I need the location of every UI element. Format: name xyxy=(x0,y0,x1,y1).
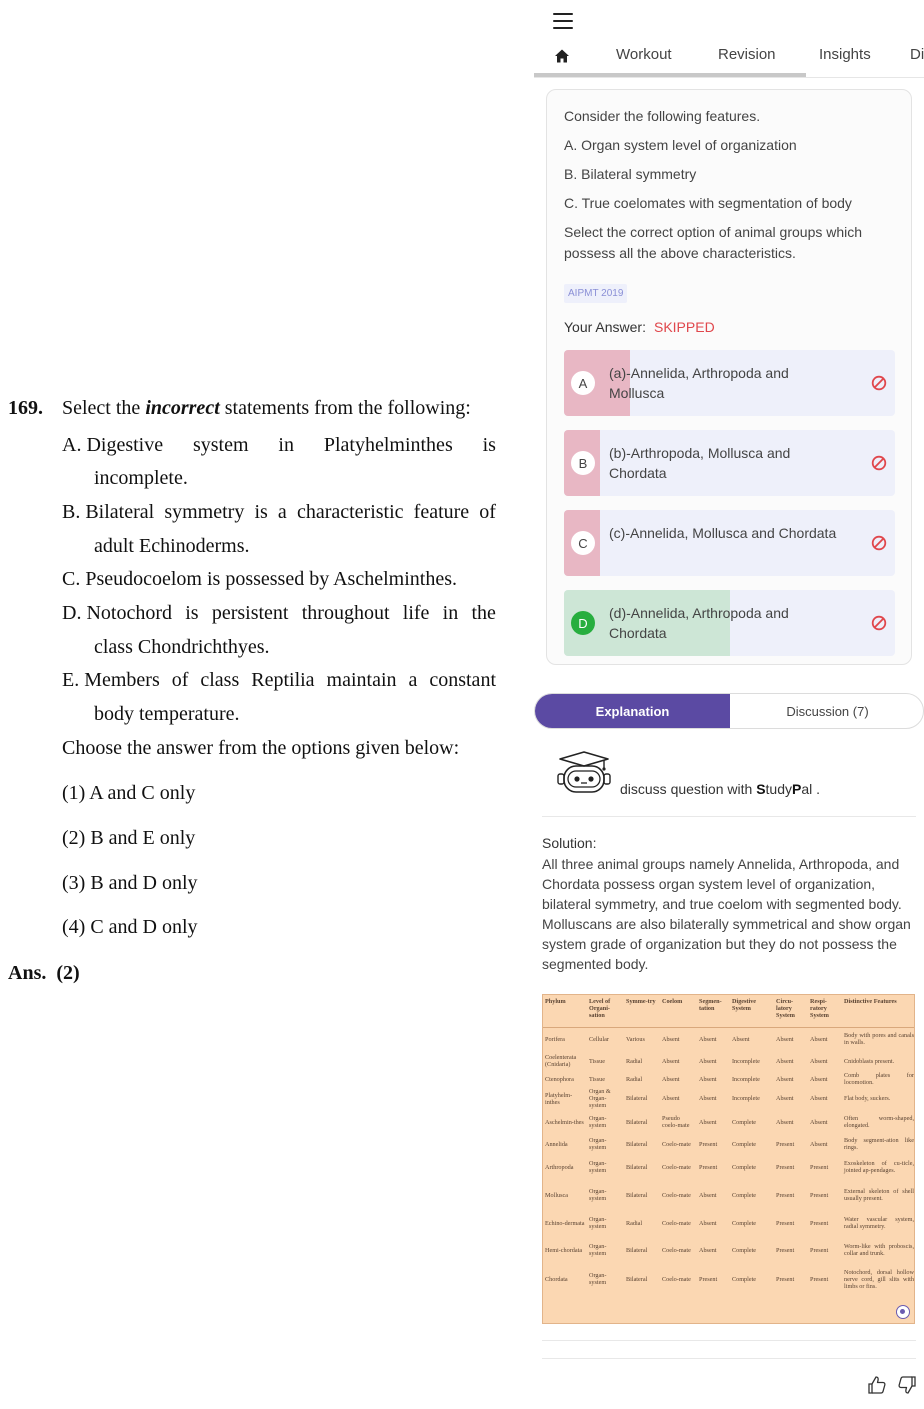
table-cell: Complete xyxy=(732,1275,757,1283)
table-cell: Organ-system xyxy=(589,1115,607,1129)
tab-explanation[interactable]: Explanation xyxy=(535,694,730,728)
table-row xyxy=(543,1071,915,1087)
table-cell: Water vascular system, radial symmetry. xyxy=(844,1216,914,1230)
table-cell: Absent xyxy=(776,1057,794,1065)
word: throughout xyxy=(301,602,390,624)
choose-instruction: Choose the answer from the options given below: xyxy=(62,737,460,759)
table-cell: Organ & Organ-system xyxy=(589,1088,611,1109)
table-row xyxy=(543,1236,915,1264)
word: E. Members xyxy=(62,669,160,691)
statement-c: C. Pseudocoelom is possessed by Aschelminthes. xyxy=(62,568,457,590)
word: class xyxy=(200,669,240,691)
discuss-with-studypal[interactable] xyxy=(620,781,820,797)
word: persistent xyxy=(211,602,289,624)
answer-option-2: (2) B and E only xyxy=(62,827,196,849)
skip-ban-icon xyxy=(871,375,887,391)
table-cell: Present xyxy=(810,1275,829,1283)
table-cell: Absent xyxy=(662,1035,680,1043)
option-text: (b)-Arthropoda, Mollusca and Chordata xyxy=(609,445,791,481)
table-cell: Absent xyxy=(699,1246,717,1254)
table-header-cell: Distinctive Features xyxy=(842,995,915,1027)
table-header-cell: Symme-try xyxy=(624,995,660,1027)
table-row xyxy=(543,1180,915,1210)
table-row xyxy=(543,1154,915,1180)
exam-tag: AIPMT 2019 xyxy=(564,284,627,303)
word: feature xyxy=(413,501,470,523)
statement-b-line2: adult Echinoderms. xyxy=(94,535,250,557)
table-cell: Arthropoda xyxy=(545,1163,574,1171)
table-cell: Organ-system xyxy=(589,1243,607,1257)
brand-al: al xyxy=(801,781,813,797)
word: constant xyxy=(429,669,496,691)
table-cell: Absent xyxy=(662,1095,680,1102)
answer-option-b[interactable] xyxy=(564,430,895,496)
answer-key xyxy=(8,962,80,985)
discuss-prefix: discuss question with xyxy=(620,781,757,797)
table-cell: Absent xyxy=(699,1035,717,1043)
word: in xyxy=(278,434,294,456)
question-heading-prefix: Select the xyxy=(62,397,146,419)
table-cell: Present xyxy=(810,1191,829,1199)
table-header-cell: Digestive System xyxy=(730,995,774,1027)
explanation-discussion-toggle xyxy=(534,693,924,729)
answer-option-1: (1) A and C only xyxy=(62,782,196,804)
option-text: (a)-Annelida, Arthropoda and Mollusca xyxy=(609,365,789,401)
table-header-cell: Coelom xyxy=(660,995,697,1027)
card-intro: Consider the following features. xyxy=(564,108,761,124)
tab-indicator xyxy=(534,73,806,77)
word: of xyxy=(171,669,189,691)
table-cell: Present xyxy=(810,1246,829,1254)
thumbs-up-icon[interactable] xyxy=(866,1374,888,1396)
table-cell: Present xyxy=(776,1140,795,1148)
table-cell: Absent xyxy=(699,1075,717,1083)
answer-option-c[interactable] xyxy=(564,510,895,576)
statement-d-line1 xyxy=(62,602,496,625)
table-cell: Body with pores and canals in walls. xyxy=(844,1032,914,1047)
table-cell: Radial xyxy=(626,1075,643,1083)
option-letter-badge: D xyxy=(571,611,595,635)
table-row xyxy=(543,1087,915,1110)
table-cell: Absent xyxy=(699,1095,717,1102)
tab-revision[interactable]: Revision xyxy=(718,46,776,63)
answer-label: Ans. xyxy=(8,962,47,984)
table-cell: Absent xyxy=(810,1095,828,1102)
word: symmetry xyxy=(164,501,245,523)
question-number: 169. xyxy=(8,397,43,419)
table-cell: Present xyxy=(810,1163,829,1171)
table-cell: Complete xyxy=(732,1118,757,1126)
table-cell: Organ-system xyxy=(589,1272,607,1286)
solution-heading: Solution: xyxy=(542,835,597,851)
table-cell: Mollusca xyxy=(545,1191,569,1199)
answer-option-3: (3) B and D only xyxy=(62,872,198,894)
table-cell: Often worm-shaped, elongated. xyxy=(844,1115,914,1129)
table-cell: Annelida xyxy=(545,1140,568,1148)
option-text: (c)-Annelida, Mollusca and Chordata xyxy=(609,525,837,541)
table-cell: Organ-system xyxy=(589,1137,607,1151)
skip-ban-icon xyxy=(871,535,887,551)
table-cell: Complete xyxy=(732,1140,757,1148)
statement-d-line2: class Chondrichthyes. xyxy=(94,636,270,658)
table-cell: Complete xyxy=(732,1191,757,1199)
table-cell: Platyhelm-inthes xyxy=(545,1091,573,1106)
table-cell: Cellular xyxy=(589,1035,609,1043)
word: B. Bilateral xyxy=(62,501,155,523)
table-cell: Complete xyxy=(732,1219,757,1227)
table-cell: Flat body, suckers. xyxy=(844,1095,891,1102)
table-row xyxy=(543,1134,915,1154)
statement-e-line2: body temperature. xyxy=(94,703,240,725)
question-heading-emphasis: incorrect xyxy=(145,397,220,419)
table-cell: Pseudo coelo-mate xyxy=(662,1115,690,1129)
divider xyxy=(542,1340,916,1341)
word: the xyxy=(471,602,496,624)
divider xyxy=(542,816,916,817)
table-header-cell: Phylum xyxy=(543,995,587,1027)
table-cell: Coelenterata (Cnidaria) xyxy=(545,1054,577,1068)
option-letter-badge: B xyxy=(571,451,595,475)
table-cell: Comb plates for locomotion. xyxy=(844,1072,914,1086)
word: of xyxy=(479,501,496,523)
table-cell: Coelo-mate xyxy=(662,1219,691,1227)
table-cell: Cnidoblasts present. xyxy=(844,1057,895,1065)
table-row xyxy=(543,1027,915,1051)
word: is xyxy=(254,501,268,523)
statement-e-line1 xyxy=(62,669,496,692)
tab-insights[interactable]: Insights xyxy=(819,46,871,63)
word: a xyxy=(277,501,287,523)
table-cell: Porifera xyxy=(545,1035,565,1043)
question-heading-suffix: statements from the following: xyxy=(219,397,471,419)
table-cell: Hemi-chordata xyxy=(545,1246,583,1254)
table-cell: Bilateral xyxy=(626,1140,648,1148)
word: characteristic xyxy=(296,501,404,523)
word: is xyxy=(482,434,496,456)
table-row xyxy=(543,1264,915,1294)
feature-a: A. Organ system level of organization xyxy=(564,137,797,153)
table-cell: Bilateral xyxy=(626,1275,648,1283)
top-tabs xyxy=(534,38,924,78)
skip-ban-icon xyxy=(871,455,887,471)
table-cell: Absent xyxy=(810,1035,828,1043)
brand-tudy: tudy xyxy=(765,781,792,797)
brand-p: P xyxy=(792,781,802,797)
table-row xyxy=(543,1210,915,1236)
table-cell: Coelo-mate xyxy=(662,1246,691,1254)
app-panel xyxy=(534,0,924,1409)
table-cell: Absent xyxy=(776,1118,794,1126)
table-cell: External skeleton of shell usually present. xyxy=(844,1188,914,1202)
table-cell: Echino-dermata xyxy=(545,1219,585,1227)
answer-value: (2) xyxy=(56,962,80,984)
table-cell: Absent xyxy=(662,1057,680,1065)
thumbs-down-icon[interactable] xyxy=(896,1374,918,1396)
statement-a-line1 xyxy=(62,434,496,457)
table-cell: Bilateral xyxy=(626,1163,648,1171)
table-cell: Present xyxy=(810,1219,829,1227)
table-header-cell: Respi-ratory System xyxy=(808,995,842,1027)
question-heading xyxy=(62,397,471,420)
table-cell: Coelo-mate xyxy=(662,1191,691,1199)
table-cell: Coelo-mate xyxy=(662,1163,691,1171)
table-cell: Absent xyxy=(699,1057,717,1065)
table-cell: Present xyxy=(699,1275,718,1283)
your-answer xyxy=(564,319,715,335)
table-cell: Present xyxy=(776,1163,795,1171)
table-cell: Incomplete xyxy=(732,1095,760,1102)
option-letter-badge: C xyxy=(571,531,595,555)
zoom-icon[interactable] xyxy=(896,1305,910,1319)
table-cell: Absent xyxy=(810,1075,828,1083)
table-cell: Incomplete xyxy=(732,1075,760,1083)
your-answer-status: SKIPPED xyxy=(653,319,715,335)
table-cell: Various xyxy=(626,1035,645,1043)
table-cell: Bilateral xyxy=(626,1246,648,1254)
table-row xyxy=(543,1051,915,1071)
word: Reptilia xyxy=(251,669,315,691)
table-cell: Present xyxy=(776,1246,795,1254)
table-cell: Absent xyxy=(810,1118,828,1126)
tab-di[interactable]: Di xyxy=(910,46,924,63)
table-cell: Complete xyxy=(732,1163,757,1171)
table-row xyxy=(543,1110,915,1134)
table-cell: Coelo-mate xyxy=(662,1275,691,1283)
table-cell: Organ-system xyxy=(589,1188,607,1202)
table-cell: Complete xyxy=(732,1246,757,1254)
table-cell: Absent xyxy=(732,1035,750,1043)
brand-s: S xyxy=(756,781,766,797)
table-cell: Absent xyxy=(776,1035,794,1043)
animal-classification-table[interactable] xyxy=(542,994,915,1324)
table-cell: Body segment-ation like rings. xyxy=(844,1137,914,1151)
table-cell: Coelo-mate xyxy=(662,1140,691,1148)
your-answer-label: Your Answer: xyxy=(564,319,646,335)
table-cell: Bilateral xyxy=(626,1118,648,1126)
studypal-robot-icon xyxy=(554,750,614,796)
table-cell: Absent xyxy=(776,1075,794,1083)
table-cell: Exoskeleton of cu-ticle, jointed ap-pendages. xyxy=(844,1160,914,1174)
table-cell: Absent xyxy=(699,1118,717,1126)
answer-option-a[interactable] xyxy=(564,350,895,416)
statement-a-line2: incomplete. xyxy=(94,467,188,489)
skip-ban-icon xyxy=(871,615,887,631)
feature-c: C. True coelomates with segmentation of body xyxy=(564,195,852,211)
option-letter-badge: A xyxy=(571,371,595,395)
table-cell: Absent xyxy=(810,1057,828,1065)
table-cell: Present xyxy=(776,1191,795,1199)
table-cell: Ctenophora xyxy=(545,1075,574,1083)
table-cell: Worm-like with proboscis, collar and trunk. xyxy=(844,1243,914,1257)
table-cell: Tissue xyxy=(589,1057,605,1065)
table-cell: Chordata xyxy=(545,1275,568,1283)
word: A. Digestive xyxy=(62,434,164,456)
card-prompt: Select the correct option of animal groups which possess all the above characteristics. xyxy=(564,224,863,261)
home-icon[interactable] xyxy=(554,48,570,64)
table-cell: Present xyxy=(776,1275,795,1283)
feature-b: B. Bilateral symmetry xyxy=(564,166,697,182)
option-text: (d)-Annelida, Arthropoda and Chordata xyxy=(609,605,789,641)
table-cell: Absent xyxy=(662,1075,680,1083)
table-header-cell: Level of Organi-sation xyxy=(587,995,624,1027)
table-cell: Absent xyxy=(810,1140,828,1148)
table-cell: Absent xyxy=(699,1191,717,1199)
table-header-cell: Circu-latory System xyxy=(774,995,808,1027)
table-cell: Radial xyxy=(626,1219,643,1227)
table-cell: Present xyxy=(699,1163,718,1171)
table-cell: Present xyxy=(776,1219,795,1227)
word: life xyxy=(402,602,430,624)
table-cell: Radial xyxy=(626,1057,643,1065)
table-cell: Present xyxy=(699,1140,718,1148)
word: in xyxy=(442,602,459,624)
question-card xyxy=(546,89,912,665)
answer-option-4: (4) C and D only xyxy=(62,916,198,938)
table-cell: Aschelmin-thes xyxy=(545,1118,584,1126)
table-header-cell: Segmen-tation xyxy=(697,995,730,1027)
table-cell: Incomplete xyxy=(732,1057,760,1065)
solution-text: All three animal groups namely Annelida, Arthropoda, and Chordata possess organ system level of organization, bilateral symmetry, and true coelom with segmented body. Molluscans are also bilaterally symmetrical and show organ system grade of organization but they do not possess the segmented body. xyxy=(542,856,911,972)
statement-b-line1 xyxy=(62,501,496,524)
table-cell: Tissue xyxy=(589,1075,605,1083)
word: D. Notochord xyxy=(62,602,172,624)
table-cell: Bilateral xyxy=(626,1095,648,1102)
tab-workout[interactable]: Workout xyxy=(616,46,672,63)
brand-dot: . xyxy=(812,781,821,797)
table-cell: Organ-system xyxy=(589,1160,607,1174)
answer-option-d[interactable] xyxy=(564,590,895,656)
word: maintain xyxy=(326,669,397,691)
table-cell: Absent xyxy=(776,1095,794,1102)
word: is xyxy=(185,602,199,624)
word: Platyhelminthes xyxy=(323,434,453,456)
table-cell: Bilateral xyxy=(626,1191,648,1199)
table-cell: Notochord, dorsal hollow nerve cord, gill slits with limbs or fins. xyxy=(844,1268,914,1290)
table-cell: Organ-system xyxy=(589,1216,607,1230)
tab-discussion[interactable]: Discussion (7) xyxy=(786,703,869,719)
divider xyxy=(542,1358,916,1359)
table-cell: Absent xyxy=(699,1219,717,1227)
hamburger-menu-icon[interactable] xyxy=(553,13,573,29)
word: a xyxy=(408,669,418,691)
word: system xyxy=(192,434,249,456)
